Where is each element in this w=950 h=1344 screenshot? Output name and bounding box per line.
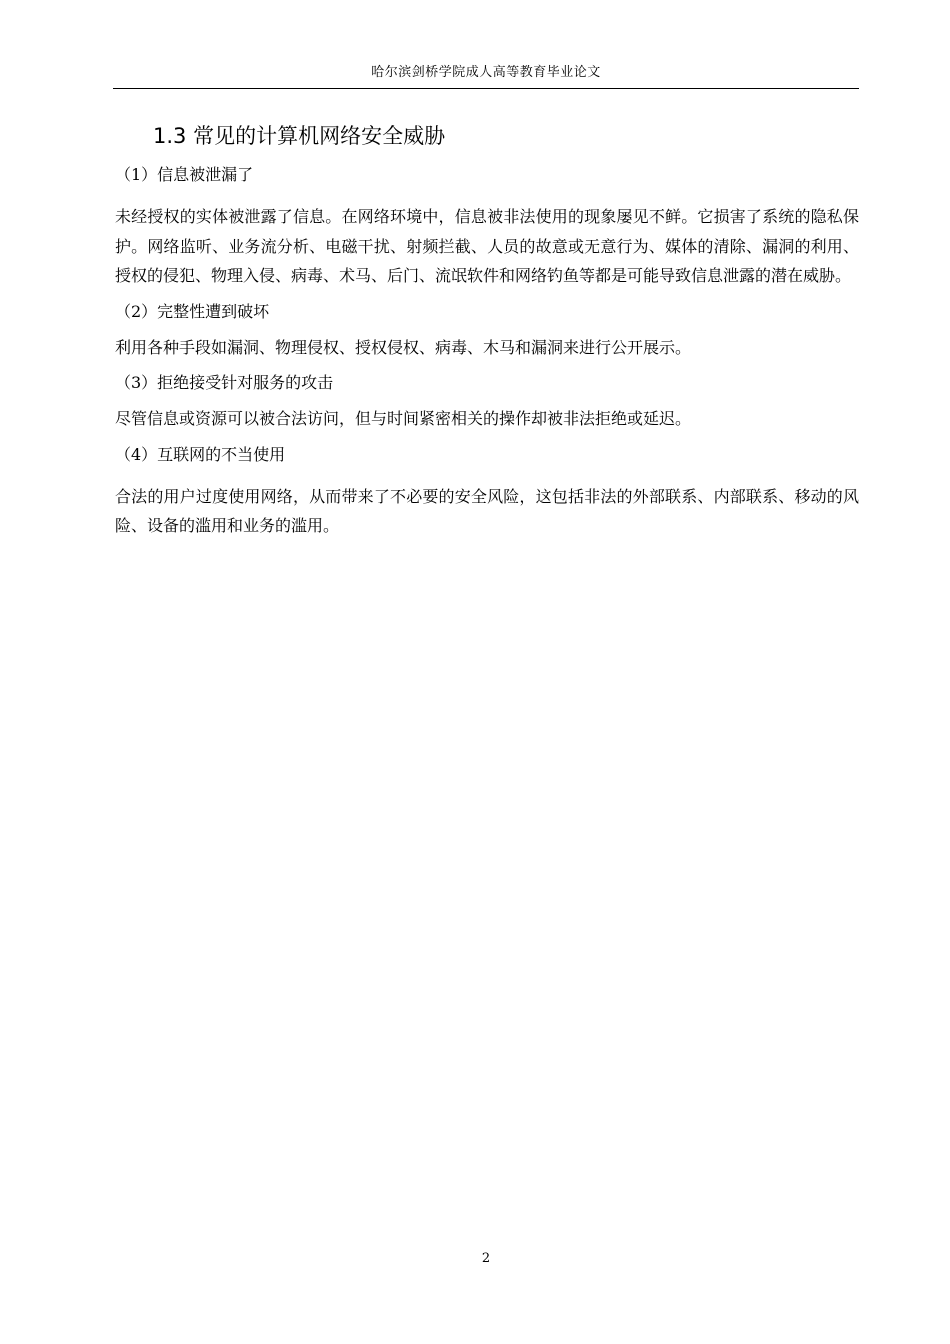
page-number: 2	[481, 1251, 491, 1266]
subsection-body-4: 合法的用户过度使用网络，从而带来了不必要的安全风险，这包括非法的外部联系、内部联系、移动的风险、设备的滥用和业务的滥用。	[115, 486, 859, 535]
subsection-body-2: 利用各种手段如漏洞、物理侵权、授权侵权、病毒、木马和漏洞来进行公开展示。	[115, 337, 692, 357]
subsection-body-1: 未经授权的实体被泄露了信息。在网络环境中，信息被非法使用的现象屡见不鲜。它损害了系统的隐私保护。网络监听、业务流分析、电磁干扰、射频拦截、人员的故意或无意行为、媒体的清除、漏洞的利用、授权的侵犯、物理入侵、病毒、术马、后门、流氓软件和网络钓鱼等都是可能导致信息泄露的潜在威胁。	[115, 207, 859, 285]
header-divider	[113, 88, 859, 89]
subsection-body-3: 尽管信息或资源可以被合法访问，但与时间紧密相关的操作却被非法拒绝或延迟。	[115, 409, 692, 428]
subsection-heading-1: （1）信息被泄漏了	[115, 165, 254, 184]
subsection-heading-4: （4）互联网的不当使用	[115, 444, 286, 464]
subsection-heading-2: （2）完整性遭到破坏	[115, 301, 270, 321]
subsection-heading-3: （3）拒绝接受针对服务的攻击	[115, 373, 334, 392]
document-body	[115, 118, 859, 541]
section-title: 1.3 常见的计算机网络安全威胁	[153, 124, 446, 148]
page-header: 哈尔滨剑桥学院成人高等教育毕业论文	[371, 65, 601, 80]
